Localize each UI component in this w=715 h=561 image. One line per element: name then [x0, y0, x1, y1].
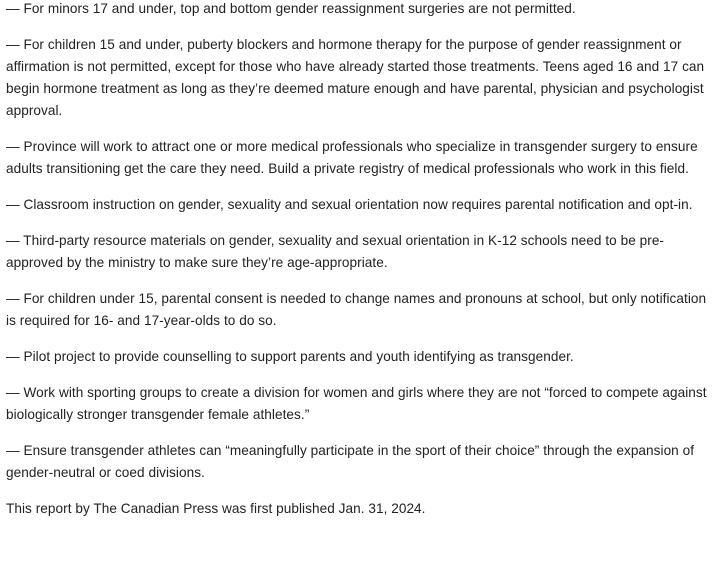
paragraph-resource-materials: — Third-party resource materials on gender, sexuality and sexual orientation in K-12 schools need to be pre-approved by the ministry to make sure they’re age-appropriate.	[6, 233, 665, 270]
paragraph-medical-professionals: — Province will work to attract one or more medical professionals who specialize in transgender surgery to ensure adults transitioning get the care they need. Build a private registry of medical professionals who work in this field.	[6, 139, 698, 176]
article-body	[6, 0, 710, 534]
paragraph-sporting-groups: — Work with sporting groups to create a division for women and girls where they are not “forced to compete against biologically stronger transgender female athletes.”	[6, 385, 707, 422]
paragraph-transgender-athletes: — Ensure transgender athletes can “meaningfully participate in the sport of their choice” through the expansion of gender-neutral or coed divisions.	[6, 443, 695, 480]
paragraph-puberty-blockers: — For children 15 and under, puberty blockers and hormone therapy for the purpose of gender reassignment or affirmation is not permitted, except for those who have already started those treatments. Teens aged 16 and 17 can begin hormone treatment as long as they’re deemed mature enough and have parental, physician and psychologist approval.	[6, 37, 705, 118]
publication-credit: This report by The Canadian Press was first published Jan. 31, 2024.	[6, 501, 426, 516]
paragraph-pilot-project: — Pilot project to provide counselling to support parents and youth identifying as transgender.	[6, 349, 574, 364]
paragraph-names-pronouns: — For children under 15, parental consent is needed to change names and pronouns at school, but only notification is required for 16- and 17-year-olds to do so.	[6, 291, 707, 328]
paragraph-minors-surgery: — For minors 17 and under, top and bottom gender reassignment surgeries are not permitted.	[6, 1, 576, 16]
paragraph-classroom-instruction: — Classroom instruction on gender, sexuality and sexual orientation now requires parental notification and opt-in.	[6, 197, 693, 212]
